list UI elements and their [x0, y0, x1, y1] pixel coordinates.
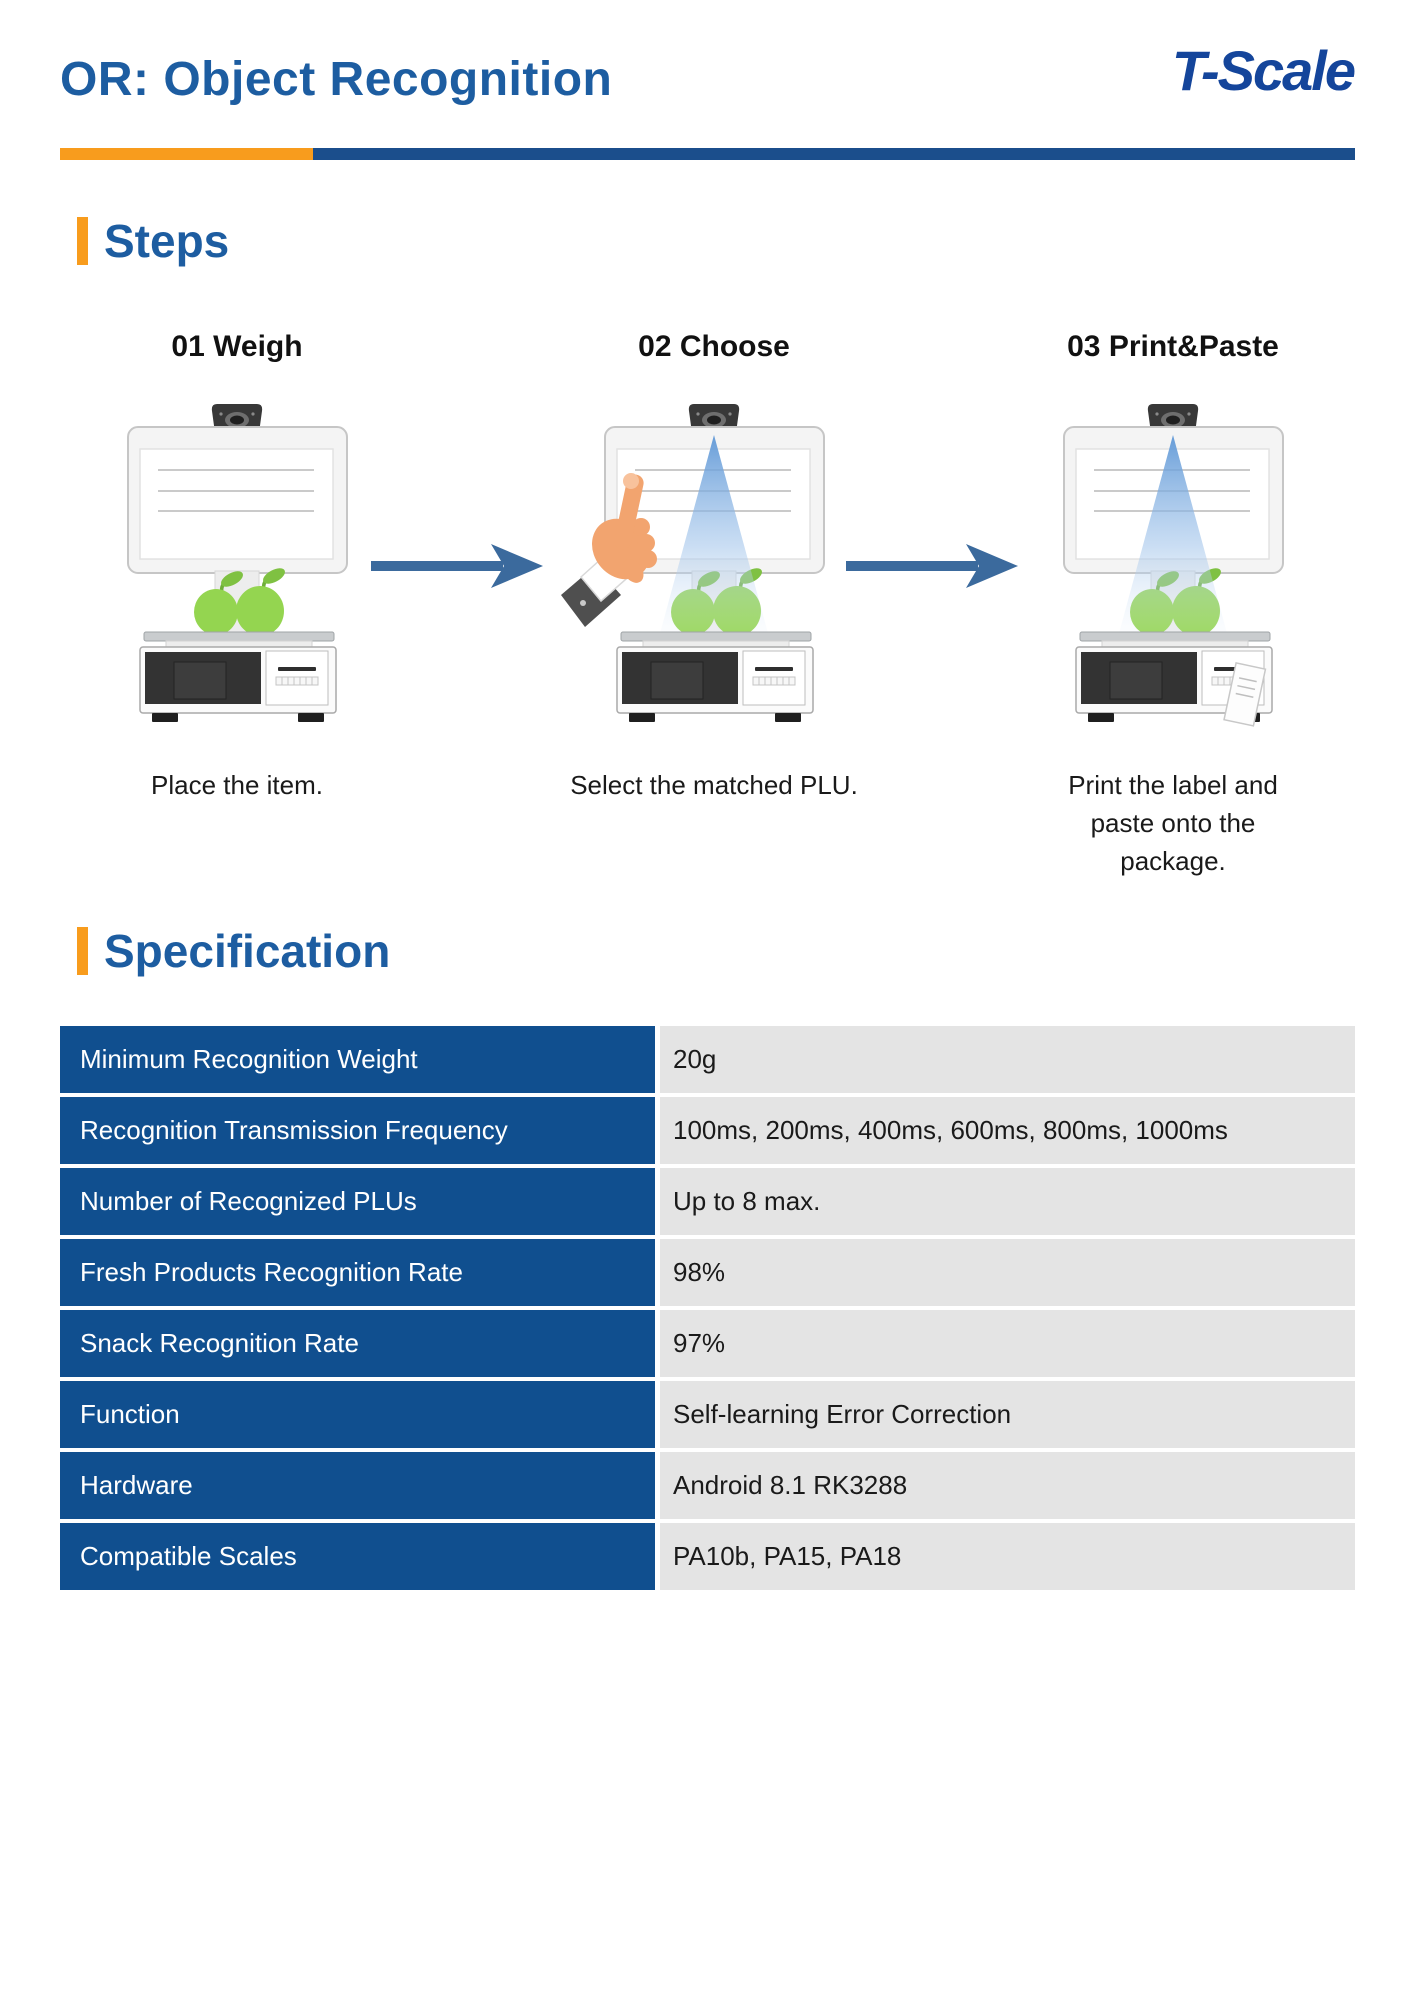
step-1-title: 01 Weigh: [171, 330, 303, 363]
table-row: [60, 1026, 1355, 1093]
page-title: OR: Object Recognition: [60, 53, 613, 106]
spec-value: 100ms, 200ms, 400ms, 600ms, 800ms, 1000ms: [660, 1097, 1355, 1164]
header-divider: [60, 148, 1355, 160]
spec-value: 20g: [660, 1026, 1355, 1093]
specification-table: [60, 1026, 1355, 1594]
orange-marker-bar: [77, 217, 88, 265]
specification-heading-text: Specification: [104, 925, 391, 977]
spec-label: Hardware: [60, 1452, 655, 1519]
scale-illustration-choose: [559, 403, 869, 728]
table-row: [60, 1239, 1355, 1306]
printer-slot: [755, 667, 793, 671]
spec-label: Number of Recognized PLUs: [60, 1168, 655, 1235]
table-row: [60, 1381, 1355, 1448]
monitor: [128, 427, 347, 573]
steps-section-heading: [77, 214, 229, 268]
spec-label: Minimum Recognition Weight: [60, 1026, 655, 1093]
spec-value: Android 8.1 RK3288: [660, 1452, 1355, 1519]
table-row: [60, 1168, 1355, 1235]
table-row: [60, 1452, 1355, 1519]
t-scale-logo: T-Scale: [1171, 39, 1354, 102]
step-2-caption: Select the matched PLU.: [570, 770, 858, 800]
specification-section-heading: [77, 924, 390, 978]
orange-marker-bar: [77, 927, 88, 975]
apples: [194, 565, 287, 636]
spec-label: Snack Recognition Rate: [60, 1310, 655, 1377]
scale-base: [617, 632, 813, 722]
spec-value: 98%: [660, 1239, 1355, 1306]
table-row: [60, 1097, 1355, 1164]
spec-label: Function: [60, 1381, 655, 1448]
scale-base: [140, 632, 336, 722]
steps-heading-text: Steps: [104, 215, 230, 267]
arrow-right-icon: [365, 542, 545, 590]
scale-illustration-print: [1018, 403, 1328, 728]
step-2-title: 02 Choose: [638, 330, 790, 363]
header-divider-orange-segment: [60, 148, 313, 160]
spec-label: Fresh Products Recognition Rate: [60, 1239, 655, 1306]
step-3-caption: Print the label and paste onto the package.: [1068, 770, 1278, 876]
scale-illustration-weigh: [82, 403, 392, 728]
printer-slot: [278, 667, 316, 671]
spec-label: Recognition Transmission Frequency: [60, 1097, 655, 1164]
step-3-title: 03 Print&Paste: [1067, 330, 1279, 363]
spec-value: PA10b, PA15, PA18: [660, 1523, 1355, 1590]
spec-value: 97%: [660, 1310, 1355, 1377]
steps-row: [60, 330, 1355, 876]
step-1-caption: Place the item.: [151, 770, 323, 800]
spec-value: Up to 8 max.: [660, 1168, 1355, 1235]
spec-label: Compatible Scales: [60, 1523, 655, 1590]
arrow-right-icon: [840, 542, 1020, 590]
spec-value: Self-learning Error Correction: [660, 1381, 1355, 1448]
table-row: [60, 1310, 1355, 1377]
table-row: [60, 1523, 1355, 1590]
